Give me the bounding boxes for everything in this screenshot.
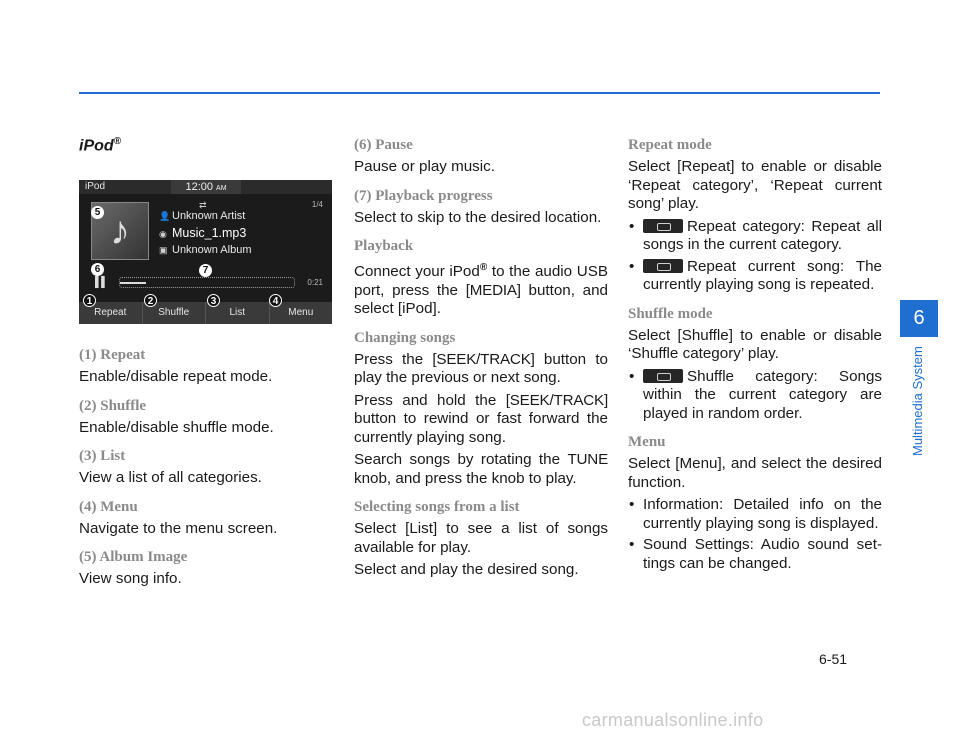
text-list: View a list of all categories. <box>79 469 262 486</box>
heading-menu: (4) Menu <box>79 498 138 515</box>
repeat-indicator-icon: ⇄ <box>199 200 207 210</box>
list-item: • Shuffle category: Songs within the current category are played in random order. <box>628 368 882 424</box>
text-pause: Pause or play music. <box>354 158 495 175</box>
column-2 <box>354 136 608 584</box>
list-item: • Repeat category: Repeat all songs in the current category. <box>628 218 882 255</box>
text-changing-songs-3: Search songs by rotating the TUNE knob, and press the knob to play. <box>354 451 608 487</box>
text-selecting-songs-1: Select [List] to see a list of songs available for play. <box>354 520 608 556</box>
screen-source-label: iPod <box>85 181 106 192</box>
callout-5: 5 <box>91 206 104 219</box>
text-playback: Connect your iPod® to the audio USB port, press the [MEDIA] button, and select [iPod]. <box>354 262 608 318</box>
softkey-shuffle: Shuffle <box>143 302 207 324</box>
softkey-list: List <box>206 302 270 324</box>
text-album-image: View song info. <box>79 570 182 587</box>
screen-time: 0:21 <box>307 278 323 287</box>
screen-clock: 12:00 AM <box>171 180 241 194</box>
album-line: ▣ Unknown Album <box>159 244 252 256</box>
ipod-screen-image <box>79 180 332 324</box>
heading-repeat-mode: Repeat mode <box>628 137 712 153</box>
text-shuffle-mode: Select [Shuffle] to enable or disable ‘Shuffle category’ play. <box>628 326 882 362</box>
chapter-tab: 6 <box>900 300 938 337</box>
heading-playback: Playback <box>354 238 414 254</box>
person-icon: 👤 <box>159 211 171 221</box>
heading-shuffle: (2) Shuffle <box>79 397 147 414</box>
watermark: carmanualsonline.info <box>582 710 764 730</box>
pause-icon: ▌▌ <box>95 277 108 288</box>
list-item: • Repeat current song: The currently playing song is repeated. <box>628 258 882 295</box>
heading-changing-songs: Changing songs <box>354 329 456 346</box>
column-1 <box>79 136 333 593</box>
softkey-bar <box>79 302 332 324</box>
song-line: ◉ Music_1.mp3 <box>159 226 247 240</box>
text-changing-songs-2: Press and hold the [SEEK/TRACK] button to rewind or fast forward the currently playing song. <box>354 391 608 446</box>
text-shuffle: Enable/disable shuffle mode. <box>79 418 274 436</box>
text-repeat-mode: Select [Repeat] to enable or disable ‘Repeat category’, ‘Repeat current song’ play. <box>628 158 882 212</box>
heading-selecting-songs: Selecting songs from a list <box>354 499 520 516</box>
column-3 <box>628 136 882 576</box>
heading-list: (3) List <box>79 448 126 464</box>
softkey-menu: Menu <box>288 307 314 318</box>
text-menu-3: Select [Menu], and select the desired function. <box>628 455 882 491</box>
heading-shuffle-mode: Shuffle mode <box>628 305 713 322</box>
callout-1: 1 <box>83 294 96 307</box>
repeat-category-icon <box>643 219 683 233</box>
callout-7: 7 <box>199 264 212 277</box>
callout-3: 3 <box>207 294 220 307</box>
progress-bar <box>119 277 295 288</box>
heading-playback-progress: (7) Playback progress <box>354 187 493 204</box>
repeat-song-icon <box>643 259 683 273</box>
album-icon: ▣ <box>159 245 168 255</box>
top-rule <box>79 92 880 94</box>
artist-line: 👤 Unknown Artist <box>159 210 246 222</box>
heading-album-image: (5) Album Image <box>79 549 188 565</box>
chapter-label: Multimedia System <box>910 346 925 456</box>
section-title: iPod® <box>79 136 122 155</box>
shuffle-category-icon <box>643 369 683 383</box>
shuffle-mode-list <box>628 368 882 424</box>
callout-2: 2 <box>144 294 157 307</box>
heading-pause: (6) Pause <box>354 137 413 153</box>
screen-track-count: 1/4 <box>311 200 323 209</box>
progress-fill <box>120 282 146 284</box>
heading-repeat: (1) Repeat <box>79 347 146 363</box>
media-key: [MEDIA] <box>465 281 521 299</box>
text-repeat: Enable/disable repeat mode. <box>79 368 273 385</box>
softkey-repeat: Repeat <box>79 302 143 324</box>
list-item: • Information: Detailed info on the currently playing song is displayed. <box>628 496 882 533</box>
text-selecting-songs-2: Select and play the desired song. <box>354 561 579 579</box>
menu-list <box>628 496 882 573</box>
callout-4: 4 <box>269 294 282 307</box>
disc-icon: ◉ <box>159 229 167 239</box>
text-menu: Navigate to the menu screen. <box>79 519 278 537</box>
music-note-icon: ♪ <box>110 209 130 253</box>
page-number: 6-51 <box>819 651 848 667</box>
text-playback-progress: Select to skip to the desired location. <box>354 208 602 226</box>
heading-menu-3: Menu <box>628 434 666 450</box>
text-changing-songs-1: Press the [SEEK/TRACK] button to play the previous or next song. <box>354 350 608 387</box>
list-item: • Sound Settings: Audio sound settings can be changed. <box>628 536 882 573</box>
repeat-mode-list <box>628 218 882 295</box>
callout-6: 6 <box>91 263 104 276</box>
